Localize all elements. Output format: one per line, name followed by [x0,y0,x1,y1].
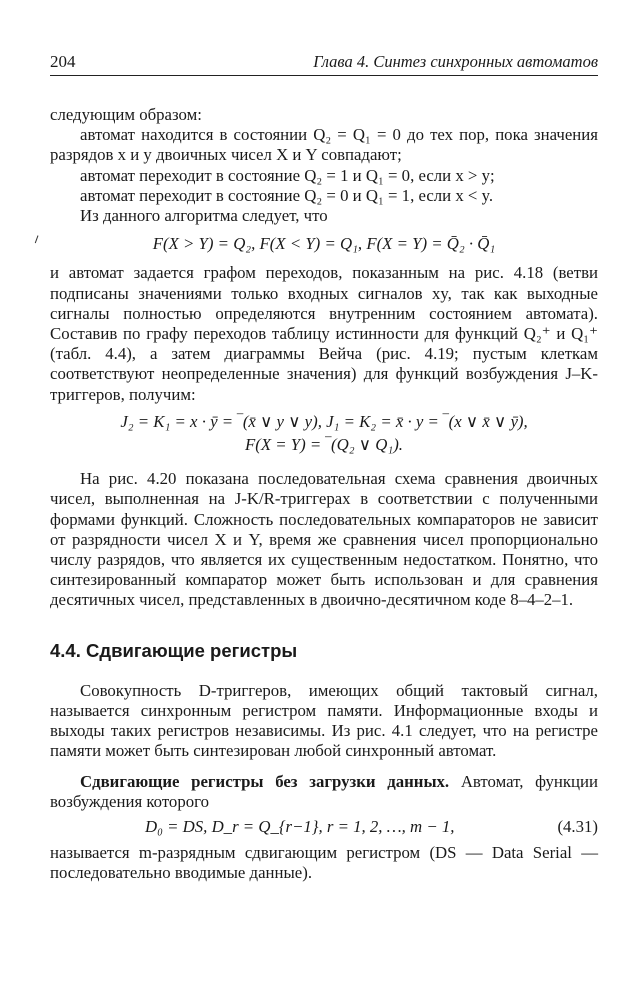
formula-outputs: F(X > Y) = Q₂, F(X < Y) = Q₁, F(X = Y) = Q̄₂ · Q̄₁ [152,234,496,254]
equation-body: D₀ = DS, D_r = Q_{r−1}, r = 1, 2, …, m − 1, [145,817,455,837]
paragraph-definition: называется m-разрядным сдвигающим регистром (DS — Data Serial — последовательно вводимые данные). [50,843,598,883]
equation-number: (4.31) [557,817,598,837]
paragraph-comparator: На рис. 4.20 показана последовательная схема сравнения двоичных чисел, выполненная на J-K/R-триггерах в соответствии с полученными формами функций. Сложность последовательных компараторов не зависит от разрядности чисел X и Y, время же сравнения чисел пропорционально числу разрядов, что является их существенным недостатком. Понятно, что синтезированный компаратор может быть использован и для сравнения десятичных чисел, представленных в двоично-десятичном коде 8–4–2–1. [50,469,598,610]
page-body [50,105,598,884]
running-chapter-title: Глава 4. Синтез синхронных автоматов [313,52,598,71]
page-number: 204 [50,52,76,71]
paragraph-state-less: автомат переходит в состояние Q₂ = 0 и Q₁ = 1, если x < y. [80,185,494,205]
paragraph-state-equal: автомат находится в состоянии Q₂ = Q₁ = 0 до тех пор, пока значения разрядов x и y двоичных чисел X и Y совпадают; [50,125,598,165]
page-header [50,48,598,72]
margin-mark [35,235,42,244]
paragraph-algorithm: Из данного алгоритма следует, что [80,206,328,226]
section-heading [50,641,598,661]
equation-431 [50,817,598,839]
paragraph-state-greater: автомат переходит в состояние Q₂ = 1 и Q₁ = 0, если x > y; [80,165,495,185]
paragraph-registers: Совокупность D-триггеров, имеющих общий тактовый сигнал, называется синхронным регистром памяти. Информационные входы и выходы таких регистров независимы. Из рис. 4.1 следует, что на регистре памяти может быть синтезирован любой синхронный автомат. [50,680,598,761]
paragraph-shift-text: Автомат, функции возбуждения которого [50,771,598,811]
header-rule [50,75,598,76]
run-in-heading: Сдвигающие регистры без загрузки данных. [80,771,450,791]
paragraph-graph: и автомат задается графом переходов, показанным на рис. 4.18 (ветви подписаны значениями только входных сигналов xy, так как выходные сигналы полностью определяются внутренним состоянием автомата). Составив по графу переходов таблицу истинности для функций Q₂⁺ и Q₁⁺ (табл. 4.4), а затем диаграммы Вейча (рис. 4.19; пустым клеткам соответствуют неопределенные значения) для функций возбуждения J–K-триггеров, получим: [50,263,598,404]
section-title: Сдвигающие регистры [86,639,298,661]
section-number: 4.4. [50,639,81,661]
paragraph-shift-registers [50,772,598,812]
formula-equal: F(X = Y) = ‾(Q₂ ∨ Q₁). [245,435,403,455]
paragraph-intro: следующим образом: [50,105,202,124]
formula-excitation: J₂ = K₁ = x · ȳ = ‾(x̄ ∨ y ∨ y), J₁ = K₂ = x̄ · y = ‾(x ∨ x̄ ∨ ȳ), [120,411,528,431]
